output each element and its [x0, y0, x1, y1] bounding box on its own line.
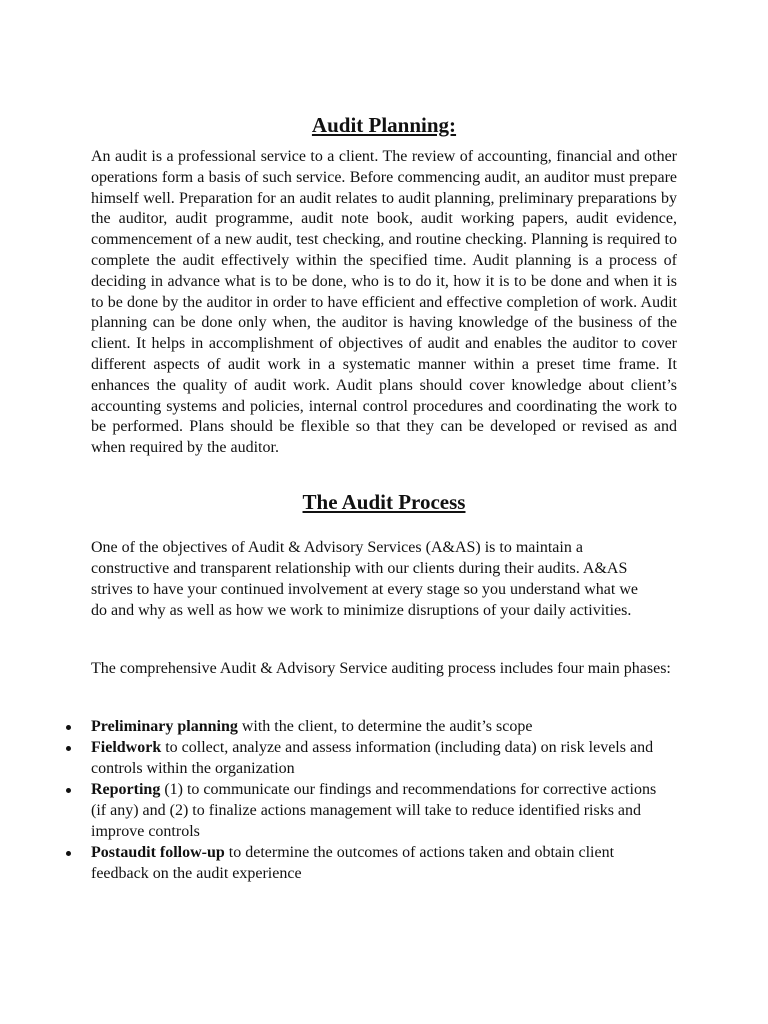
phase-term: Reporting [91, 781, 161, 798]
audit-planning-heading: Audit Planning: [311, 113, 457, 137]
phase-term: Postaudit follow-up [91, 844, 225, 861]
bullet-icon [66, 725, 71, 730]
bullet-icon [66, 746, 71, 751]
bullet-icon [66, 851, 71, 856]
list-item [0, 737, 671, 779]
phase-description: (1) to communicate our findings and recommendations for corrective actions (if any) and (2) to finalize actions management will take to reduce identified risks and improve controls [91, 781, 657, 840]
phase-description: to collect, analyze and assess information (including data) on risk levels and controls within the organization [91, 739, 654, 777]
list-item [0, 779, 671, 842]
phase-description: with the client, to determine the audit’s scope [237, 718, 533, 735]
audit-planning-paragraph: An audit is a professional service to a client. The review of accounting, financial and other operations form a basis of such service. Before commencing audit, an auditor must prepare himself well. Preparation for an audit relates to audit planning, preliminary preparations by the auditor, audit programme, audit note book, audit working papers, audit evidence, commencement of a new audit, test checking, and routine checking. Planning is required to complete the audit effectively within the specified time. Audit planning is a process of deciding in advance what is to be done, who is to do it, how it is to be done and when it is to be done by the auditor in order to have efficient and effective completion of work. Audit planning can be done only when, the auditor is having knowledge of the business of the client. It helps in accomplishment of objectives of audit and enables the auditor to cover different aspects of audit work in a systematic manner within a preset time frame. It enhances the quality of audit work. Audit plans should cover knowledge about client’s accounting systems and policies, internal control procedures and coordinating the work to be performed. Plans should be flexible so that they can be developed or revised as and when required by the auditor. [91, 148, 677, 457]
phases-intro: The comprehensive Audit & Advisory Service auditing process includes four main phases: [91, 660, 671, 677]
audit-process-intro: One of the objectives of Audit & Advisory Services (A&AS) is to maintain a constructive and transparent relationship with our clients during their audits. A&AS strives to have your continued involvement at every stage so you understand what we do and why as well as how we work to minimize disruptions of your daily activities. [91, 539, 638, 619]
phase-description: to determine the outcomes of actions taken and obtain client feedback on the audit experience [91, 844, 615, 882]
bullet-icon [66, 788, 71, 793]
audit-process-heading: The Audit Process [302, 490, 466, 514]
list-item [0, 716, 671, 737]
phase-term: Preliminary planning [91, 718, 238, 735]
phases-list [0, 716, 768, 884]
list-item [0, 842, 671, 884]
phase-term: Fieldwork [91, 739, 162, 756]
